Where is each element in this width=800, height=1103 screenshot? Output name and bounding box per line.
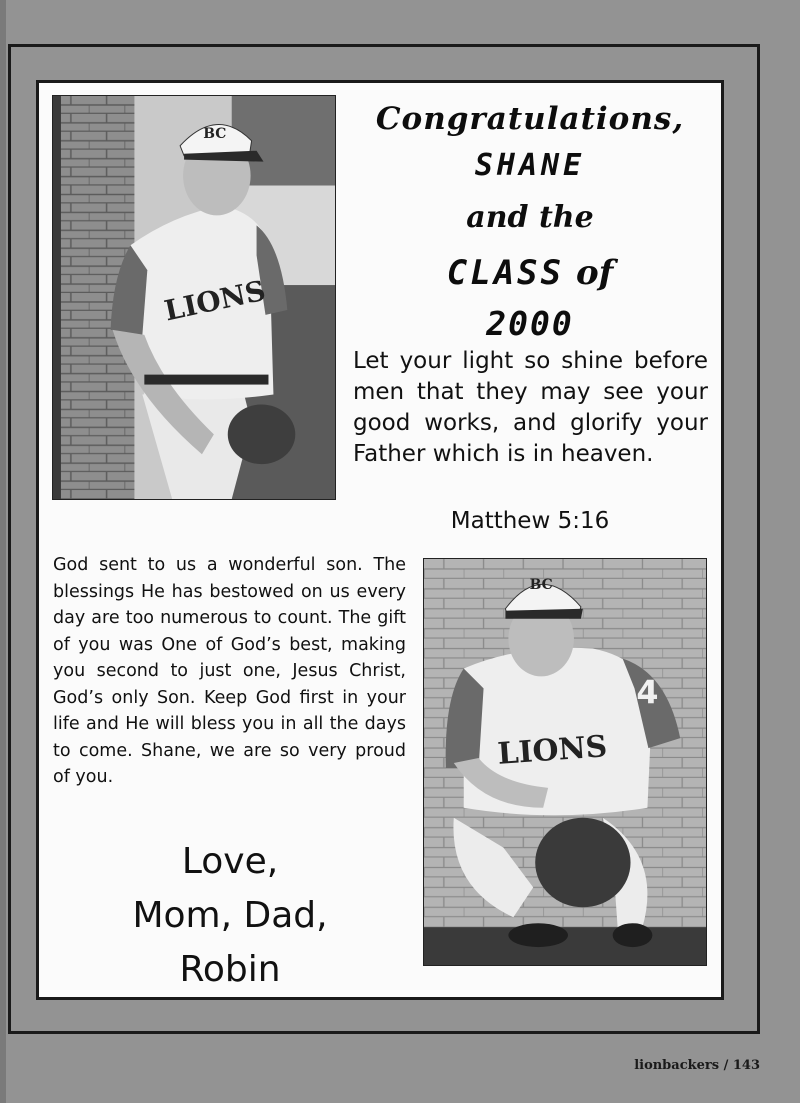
bible-verse: Let your light so shine before men that they may see your good works, and glorify your Father which is in heaven. <box>353 348 708 467</box>
signoff-love: Love, <box>181 841 279 882</box>
photo-crouching-player <box>423 558 707 966</box>
verse-reference: Matthew 5:16 <box>450 508 610 534</box>
signoff-names: Mom, Dad, <box>132 895 328 936</box>
title-of: of <box>564 253 614 293</box>
jersey-text-2: LIONS <box>496 729 609 772</box>
parents-letter: God sent to us a wonderful son. The blessings He has bestowed on us every day are too numerous to count. The gift of you was One of God’s best, making you second to just one, Jesus Christ, God’s only Son. Keep God first in your life and He will bless you in all the days to come. Shane, we are so very proud of you. <box>53 555 406 787</box>
signoff-sibling: Robin <box>179 949 281 990</box>
jersey-number: 4 <box>636 674 659 712</box>
title-and-the: and the <box>466 200 594 235</box>
title-class: CLASS <box>446 253 565 293</box>
page-edge <box>0 0 6 1103</box>
cap-logo-2: BC <box>529 576 553 593</box>
title-year: 2000 <box>486 304 574 343</box>
page-footer: lionbackers / 143 <box>634 1058 760 1073</box>
cap-logo-1: BC <box>203 125 227 142</box>
title-class-of <box>350 246 710 300</box>
title-block <box>350 96 710 348</box>
title-congratulations: Congratulations, <box>375 101 685 137</box>
photo-standing-player <box>52 95 336 500</box>
title-name: SHANE <box>474 148 586 183</box>
jersey-text-1: LIONS <box>161 273 269 328</box>
signoff <box>60 835 400 997</box>
